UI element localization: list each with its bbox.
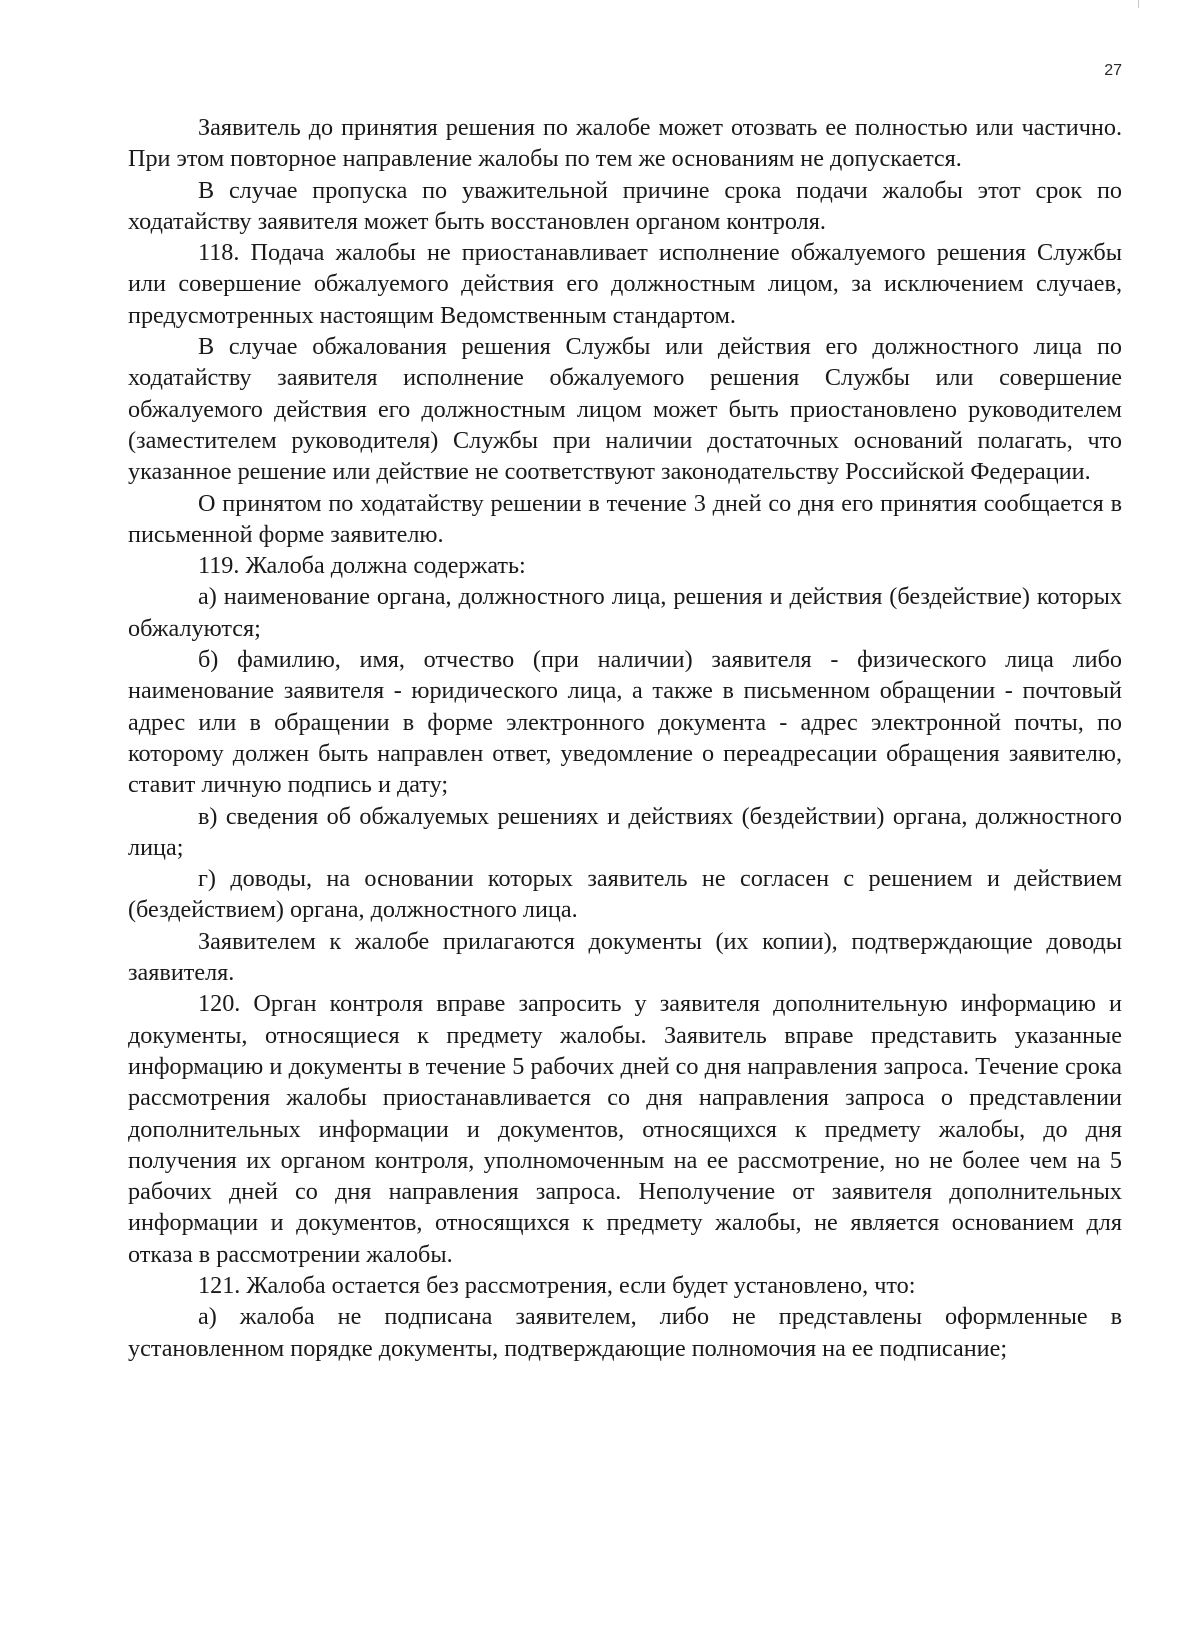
page-number: 27 [1104,62,1122,79]
paragraph-attachments: Заявителем к жалобе прилагаются документы (их копии), подтверждающие доводы заявителя. [128,927,1122,987]
paragraph-121-a: а) жалоба не подписана заявителем, либо не представлены оформленные в установленном порядке документы, подтверждающие полномочия на ее подписание; [128,1303,1122,1362]
paragraph-119-b: б) фамилию, имя, отчество (при наличии) заявителя - физического лица либо наименование заявителя - юридического лица, а также в письменном обращении - почтовый адрес или в обращении в форме электронного документа - адрес электронной почты, по которому должен быть направлен ответ, уведомление о переадресации обращения заявителю, ставит личную подпись и дату; [128,646,1122,799]
paragraph-119-g: г) доводы, на основании которых заявитель не согласен с решением и действием (бездействием) органа, должностного лица. [128,865,1122,924]
paragraph-119: 119. Жалоба должна содержать: [198,552,526,580]
scan-edge-mark [1138,0,1139,8]
paragraph-119-a: а) наименование органа, должностного лица, решения и действия (бездействие) которых обжалуются; [128,583,1122,642]
paragraph-suspension: В случае обжалования решения Службы или действия его должностного лица по ходатайству заявителя исполнение обжалуемого решения Службы или совершение обжалуемого действия его должностным лицом может быть приостановлено руководителем (заместителем руководителя) Службы при наличии достаточных оснований полагать, что указанное решение или действие не соответствуют законодательству Российской Федерации. [128,333,1122,486]
document-body [128,112,1122,1364]
paragraph-121: 121. Жалоба остается без рассмотрения, если будет установлено, что: [198,1271,916,1299]
paragraph-notification: О принятом по ходатайству решении в течение 3 дней со дня его принятия сообщается в письменной форме заявителю. [128,489,1122,548]
paragraph-deadline-restore: В случае пропуска по уважительной причине срока подачи жалобы этот срок по ходатайству заявителя может быть восстановлен органом контроля. [128,176,1122,235]
paragraph-withdrawal: Заявитель до принятия решения по жалобе может отозвать ее полностью или частично. При этом повторное направление жалобы по тем же основаниям не допускается. [128,114,1122,173]
paragraph-118: 118. Подача жалобы не приостанавливает исполнение обжалуемого решения Службы или совершение обжалуемого действия его должностным лицом, за исключением случаев, предусмотренных настоящим Ведомственным стандартом. [128,239,1122,329]
paragraph-120: 120. Орган контроля вправе запросить у заявителя дополнительную информацию и документы, относящиеся к предмету жалобы. Заявитель вправе представить указанные информацию и документы в течение 5 рабочих дней со дня направления запроса. Течение срока рассмотрения жалобы приостанавливается со дня направления запроса о представлении дополнительных информации и документов, относящихся к предмету жалобы, до дня получения их органом контроля, уполномоченным на ее рассмотрение, но не более чем на 5 рабочих дней со дня направления запроса. Неполучение от заявителя дополнительных информации и документов, относящихся к предмету жалобы, не является основанием для отказа в рассмотрении жалобы. [128,990,1122,1268]
paragraph-119-v: в) сведения об обжалуемых решениях и действиях (бездействии) органа, должностного лица; [128,802,1122,861]
